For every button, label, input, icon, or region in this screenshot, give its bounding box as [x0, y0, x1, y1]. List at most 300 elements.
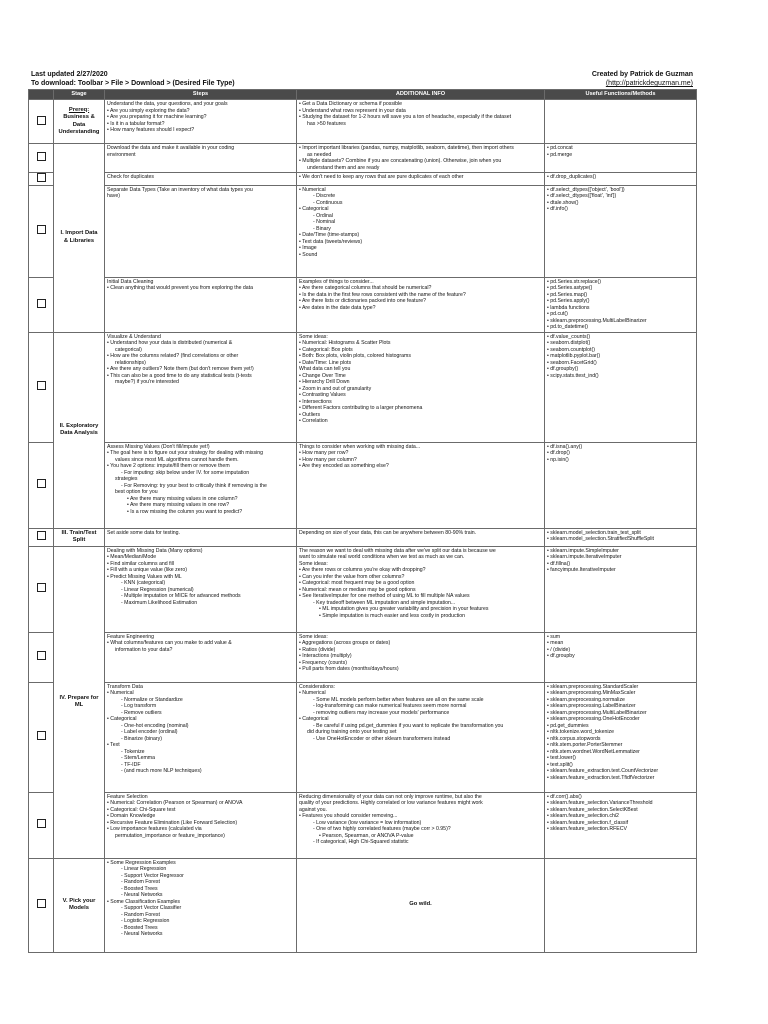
text-line: • df.fillna(): [547, 560, 571, 567]
checkbox-cell[interactable]: [29, 277, 54, 332]
text-line: • df.value_counts(): [547, 333, 591, 340]
checkbox[interactable]: [37, 731, 46, 740]
text-line: • Predict Missing Values with ML: [107, 573, 182, 580]
text-line: • sklearn.feature_selection.SelectKBest: [547, 806, 638, 813]
text-line: • sklearn.preprocessing.OneHotEncoder: [547, 716, 640, 722]
text-line: • Image: [299, 245, 317, 251]
text-line: - Boosted Trees: [121, 885, 158, 892]
text-line: • Multiple datasets? Combine if you are concatenating (union). Otherwise, join when you: [299, 158, 502, 164]
checkbox[interactable]: [37, 479, 46, 488]
checkbox-cell[interactable]: [29, 682, 54, 792]
cheatsheet: [28, 68, 696, 953]
text-line: • sklearn.impute.SimpleImputer: [547, 547, 619, 554]
checkbox-cell[interactable]: [29, 332, 54, 442]
info-cell: [297, 144, 545, 173]
text-line: • sklearn.impute.IterativeImputer: [547, 554, 622, 560]
stage-label: Understanding: [58, 129, 100, 135]
text-line: • Ratios (divide): [299, 646, 336, 653]
text-line: - Remove outliers: [121, 709, 162, 716]
text-line: • How are the columns related? (find correlations or other: [107, 353, 239, 359]
table-row: [29, 277, 697, 332]
text-line: - log-transforming can make numerical features seem more normal: [313, 703, 467, 709]
text-line: • pd.Series.astype(): [547, 285, 593, 291]
text-line: • Is the data in the first few rows consistent with the name of the feature?: [299, 291, 466, 298]
functions-cell: [545, 546, 697, 632]
text-line: categorical): [115, 346, 142, 353]
text-line: • sklearn.feature_selection.chi2: [547, 813, 619, 819]
text-line: - Linear Regression: [121, 866, 167, 872]
text-line: - Multiple imputation or MICE for advanced methods: [121, 593, 241, 599]
text-line: • Categorical: Box plots: [299, 346, 353, 353]
info-cell: [297, 173, 545, 186]
steps-cell: [105, 682, 297, 792]
stage-label: V. Pick your: [62, 897, 96, 904]
text-line: Some ideas:: [299, 633, 328, 640]
text-line: - Use OneHotEncoder or other sklearn transformers instead: [313, 735, 451, 742]
text-line: • nltk.stem.wordnet.WordNetLemmatizer: [547, 748, 640, 755]
col-header-functions: Useful Functions/Methods: [545, 90, 697, 100]
checkbox-cell[interactable]: [29, 144, 54, 173]
steps-cell: [105, 632, 297, 682]
table-row: [29, 546, 697, 632]
text-line: • np.isin(): [547, 456, 569, 463]
text-line: • dtale.show(): [547, 199, 579, 206]
text-line: Download the data and make it available in your coding: [107, 145, 235, 151]
table-header-row: [29, 90, 697, 100]
text-line: Reducing dimensionality of your data can not only improve runtime, but also the: [299, 793, 482, 800]
checkbox-cell[interactable]: [29, 792, 54, 858]
text-line: • df.info(): [547, 206, 568, 212]
text-line: - Boosted Trees: [121, 924, 158, 931]
steps-cell: [105, 858, 297, 952]
text-line: strategies: [115, 476, 138, 482]
text-line: values since most ML algorithms cannot handle them.: [115, 456, 239, 463]
info-cell: [297, 632, 545, 682]
steps-cell: [105, 173, 297, 186]
text-line: permutation_importance or feature_importance): [115, 832, 225, 839]
text-line: • How many features should I expect?: [107, 127, 195, 133]
table-row: [29, 332, 697, 442]
text-line: • We don't need to keep any rows that are pure duplicates of each other: [299, 174, 464, 180]
text-line: environment: [107, 151, 136, 158]
text-line: - Random Forest: [121, 911, 160, 918]
text-line: • Numerical: [299, 690, 326, 696]
text-line: • Clean anything that would prevent you from exploring the data: [107, 285, 254, 291]
text-line: • sklearn.feature_extraction.text.CountVectorizer: [547, 768, 659, 774]
text-line: • Low importance features (calculated via: [107, 826, 202, 832]
text-line: as needed: [307, 151, 332, 158]
text-line: • Aggregations (across groups or dates): [299, 640, 391, 646]
functions-cell: [545, 792, 697, 858]
text-line: - Linear Regression (numerical): [121, 586, 194, 593]
info-cell: [297, 682, 545, 792]
checkbox[interactable]: [37, 531, 46, 540]
text-line: • sklearn.preprocessing.MultiLabelBinarizer: [547, 709, 647, 716]
stage-cell: [54, 546, 105, 858]
text-line: • Date/Time (time-stamps): [299, 232, 360, 238]
info-cell: [297, 792, 545, 858]
text-line: • Are there lists or dictionaries packed into one feature?: [299, 298, 426, 304]
text-line: • df.select_dtypes(['object', 'bool']): [547, 186, 625, 193]
steps-cell: [105, 442, 297, 528]
text-line: has >50 features: [307, 120, 346, 127]
checkbox[interactable]: [37, 152, 46, 161]
text-line: • text.split(): [547, 761, 573, 768]
stage-label: II. Exploratory: [59, 422, 99, 429]
text-line: • See IterativeImputer for one method of using ML to fill multiple NA values: [299, 593, 470, 599]
text-line: • Hierarchy Drill Down: [299, 379, 350, 385]
text-line: • Categorical: most frequent may be a good option: [299, 580, 415, 586]
text-line: • Pearson, Spearman, or ANOVA P-value: [319, 832, 414, 839]
text-line: • Some Classification Examples: [107, 898, 181, 905]
text-line: • Numerical: [107, 690, 134, 696]
text-line: • Pull parts from dates (months/days/hours): [299, 666, 399, 672]
table-row: [29, 144, 697, 173]
text-line: • Features you should consider removing...: [299, 813, 398, 819]
text-line: • Categorical: [299, 206, 329, 212]
text-line: Examples of things to consider...: [299, 278, 374, 285]
table-row: [29, 442, 697, 528]
checkbox-cell[interactable]: [29, 442, 54, 528]
text-line: What data can tell you: [299, 366, 351, 372]
text-line: • pd.merge: [547, 151, 573, 158]
checkbox-cell[interactable]: [29, 528, 54, 546]
stage-cell: [54, 858, 105, 952]
text-line: • sklearn.feature_selection.RFECV: [547, 826, 627, 832]
info-cell: [297, 858, 545, 952]
text-line: - Logistic Regression: [121, 918, 170, 924]
text-line: • sklearn.preprocessing.MinMaxScaler: [547, 690, 636, 696]
text-line: - KNN (categorical): [121, 580, 166, 586]
steps-cell: [105, 185, 297, 277]
text-line: - For Removing: try your best to critically think if removing is the: [121, 482, 267, 489]
text-line: • sklearn.feature_selection.VarianceThreshold: [547, 800, 653, 806]
text-line: maybe?) if you're interested: [115, 379, 179, 385]
table-row: [29, 632, 697, 682]
text-line: - TF-IDF: [121, 761, 141, 768]
text-line: • pd.to_datetime(): [547, 324, 589, 330]
stage-cell: [54, 100, 105, 144]
text-line: • Text: [107, 742, 120, 748]
functions-cell: [545, 682, 697, 792]
text-line: - If categorical, High Chi-Squared statistic: [313, 839, 409, 845]
functions-cell: [545, 277, 697, 332]
checkbox[interactable]: [37, 583, 46, 592]
col-header-info: ADDITIONAL INFO: [297, 90, 545, 100]
checkbox[interactable]: [37, 899, 46, 908]
text-line: • sklearn.preprocessing.StandardScaler: [547, 683, 639, 690]
checkbox-cell[interactable]: [29, 632, 54, 682]
author: Created by Patrick de Guzman: [591, 71, 693, 78]
text-line: • pd.get_dummies: [547, 722, 589, 729]
text-line: • pd.concat: [547, 145, 573, 151]
text-line: Some ideas:: [299, 333, 328, 340]
steps-cell: [105, 528, 297, 546]
text-line: • What columns/features can you make to add value &: [107, 640, 232, 646]
checkbox[interactable]: [37, 819, 46, 828]
functions-cell: [545, 632, 697, 682]
text-line: - Support Vector Regressor: [121, 872, 184, 879]
steps-cell: [105, 332, 297, 442]
steps-cell: [105, 144, 297, 173]
text-line: • seaborn.FacetGrid(): [547, 359, 597, 366]
text-line: - Normalize or Standardize: [121, 696, 183, 703]
text-line: • seaborn.countplot(): [547, 346, 595, 353]
stage-cell: [54, 528, 105, 546]
text-line: • Intersections: [299, 398, 332, 405]
text-line: - Support Vector Classifier: [121, 905, 182, 911]
text-line: - Neural Networks: [121, 931, 163, 937]
table-row: [29, 682, 697, 792]
text-line: • You have 2 options: impute/fill them or remove them: [107, 463, 230, 469]
stage-label: I. Import Data: [60, 230, 98, 237]
text-line: • How many per row?: [299, 450, 349, 456]
text-line: • pd.Series.str.replace(): [547, 278, 601, 285]
sheet-header: [28, 68, 696, 89]
stage-label: Models: [69, 905, 89, 911]
text-line: • df.corr().abs(): [547, 793, 582, 800]
info-cell: [297, 332, 545, 442]
text-line: • pd.cut(): [547, 311, 568, 317]
functions-cell: [545, 442, 697, 528]
col-header-check: [29, 90, 54, 100]
text-line: • df.isna().any(): [547, 443, 583, 450]
text-line: • Categorical: Chi-Square test: [107, 806, 176, 813]
text-line: • Numerical: Correlation (Pearson or Spearman) or ANOVA: [107, 800, 243, 806]
text-line: • / (divide): [547, 646, 571, 653]
text-line: • Are there many missing values in one row?: [127, 502, 230, 508]
text-line: • nltk.tokenize.word_tokenize: [547, 729, 614, 735]
stage-label: III. Train/Test: [61, 529, 97, 536]
functions-cell: [545, 858, 697, 952]
text-line: • How many per column?: [299, 456, 357, 463]
steps-cell: [105, 546, 297, 632]
text-line: • Sound: [299, 251, 318, 258]
text-line: • Fill with a unique value (like zero): [107, 567, 187, 573]
functions-cell: [545, 332, 697, 442]
text-line: relationships): [115, 359, 146, 366]
text-line: • Frequency (counts): [299, 659, 347, 666]
text-line: want to simulate real world conditions when we test as much as we can.: [299, 554, 465, 560]
text-line: • Domain Knowledge: [107, 813, 156, 819]
checkbox-cell[interactable]: [29, 173, 54, 186]
text-line: • Correlation: [299, 418, 328, 424]
checkbox-cell[interactable]: [29, 858, 54, 952]
text-line: • Numerical: mean or median may be good options: [299, 586, 416, 593]
steps-cell: [105, 277, 297, 332]
text-line: have): [107, 193, 120, 199]
text-line: • sklearn.feature_selection.f_classif: [547, 819, 629, 826]
text-line: • sklearn.model_selection.train_test_split: [547, 529, 641, 536]
text-line: • Are there rows or columns you're okay with dropping?: [299, 567, 426, 573]
info-cell: [297, 100, 545, 144]
text-line: Initial Data Cleaning: [107, 278, 154, 285]
text-line: Set aside some data for testing.: [107, 529, 180, 536]
steps-cell: [105, 100, 297, 144]
text-line: • Are you simply exploring the data?: [107, 107, 190, 114]
text-line: • Are dates in the date data type?: [299, 304, 376, 311]
col-header-steps: Steps: [105, 90, 297, 100]
text-line: quality of your predictions. Highly correlated or low variance features might work: [299, 800, 483, 806]
text-line: - Label encoder (ordinal): [121, 729, 178, 735]
info-cell: [297, 277, 545, 332]
info-cell: [297, 185, 545, 277]
text-line: - For imputing: skip below under IV. for some imputation: [121, 469, 250, 476]
stage-label: Split: [72, 537, 86, 543]
text-line: - Be careful if using pd.get_dummies if you want to replicate the transformation you: [313, 722, 504, 729]
text-line: • text.lower(): [547, 755, 576, 761]
text-line: Considerations:: [299, 683, 336, 690]
text-line: • Mean/Median/Mode: [107, 554, 157, 560]
text-line: - Key tradeoff between ML imputation and simple imputation...: [313, 599, 456, 606]
text-line: • Is it in a tabular format?: [107, 120, 165, 127]
text-line: • seaborn.distplot(): [547, 340, 591, 346]
text-line: - One of two highly correlated features (maybe corr > 0.95)?: [313, 826, 451, 832]
text-line: - Discrete: [313, 193, 336, 199]
stage-label: & Libraries: [63, 237, 95, 244]
text-line: • Are there categorical columns that should be numerical?: [299, 285, 432, 291]
text-line: • ML imputation gives you greater variability and precision in your features: [319, 606, 489, 612]
text-line: Transform Data: [107, 683, 143, 690]
col-header-stage: Stage: [54, 90, 105, 100]
functions-cell: [545, 528, 697, 546]
text-line: Understand the data, your questions, and your goals: [107, 101, 228, 107]
stage-label: IV. Prepare for: [59, 694, 99, 701]
text-line: - Log transform: [121, 703, 157, 709]
checkbox[interactable]: [37, 299, 46, 308]
stage-label: Prereq:: [68, 106, 90, 113]
stage-cell: [54, 144, 105, 333]
text-line: against you.: [299, 806, 327, 813]
text-line: • This can also be a good time to do any statistical tests (t-tests: [107, 372, 252, 379]
text-line: • Simple imputation is much easier and less costly in production: [319, 612, 465, 619]
text-line: • Different Factors contributing to a larger phenomena: [299, 405, 423, 411]
text-line: - Stem/Lemma: [121, 755, 156, 761]
text-line: • Are they encoded as something else?: [299, 463, 389, 469]
functions-cell: [545, 100, 697, 144]
functions-cell: [545, 173, 697, 186]
text-line: • Categorical: [299, 716, 329, 722]
text-line: - Continuous: [313, 199, 343, 206]
checkbox-cell[interactable]: [29, 100, 54, 144]
text-line: Feature Selection: [107, 793, 148, 800]
text-line: • nltk.corpus.stopwords: [547, 735, 601, 742]
text-line: - removing outliers may increase your models' performance: [313, 709, 450, 716]
stage-label: Business &: [63, 114, 95, 120]
stage-label: Data: [72, 121, 86, 128]
checkbox[interactable]: [37, 116, 46, 125]
stage-label: Data Analysis: [60, 430, 98, 436]
text-line: • Are there any outliers? Note them (but don't remove them yet!): [107, 366, 254, 372]
text-line: Feature Engineering: [107, 633, 155, 640]
text-line: • df.drop_duplicates(): [547, 174, 597, 180]
text-line: - Some ML models perform better when features are all on the same scale: [313, 696, 484, 703]
info-cell: [297, 528, 545, 546]
text-line: • Recursive Feature Elimination (Like Forward Selection): [107, 819, 238, 826]
checkbox-cell[interactable]: [29, 546, 54, 632]
text-line: • pd.Series.map(): [547, 291, 588, 298]
text-line: • Understand what rows represent in your data: [299, 107, 406, 114]
text-line: • df.select_dtypes(['float', 'int']): [547, 193, 617, 199]
table-row: [29, 792, 697, 858]
text-line: • Understand how your data is distributed (numerical &: [107, 340, 233, 346]
info-cell: [297, 546, 545, 632]
text-line: Things to consider when working with missing data...: [299, 443, 421, 450]
text-line: - Neural Networks: [121, 892, 163, 898]
table-row: [29, 185, 697, 277]
last-updated: Last updated 2/27/2020: [31, 71, 108, 78]
text-line: • fancyimpute.IterativeImputer: [547, 567, 616, 573]
author-link[interactable]: (http://patrickdeguzman.me): [605, 80, 693, 87]
checkbox[interactable]: [37, 381, 46, 390]
text-line: • sklearn.feature_extraction.text.TfidfVectorizer: [547, 774, 655, 781]
text-line: - One-hot encoding (nominal): [121, 722, 189, 729]
info-cell: [297, 442, 545, 528]
text-line: understand them and are ready: [307, 164, 380, 171]
text-line: Depending on size of your data, this can be anywhere between 80-90% train.: [299, 529, 477, 536]
text-line: - (and much more NLP techniques): [121, 768, 202, 774]
checkbox[interactable]: [37, 651, 46, 660]
text-line: • scipy.stats.ttest_ind(): [547, 372, 599, 379]
text-line: - Tokenize: [121, 748, 145, 755]
text-line: Check for duplicates: [107, 174, 154, 180]
text-line: • Outliers: [299, 411, 321, 418]
text-line: - Random Forest: [121, 879, 160, 885]
text-line: • Find similar columns and fill: [107, 560, 174, 567]
steps-cell: [105, 792, 297, 858]
text-line: Visualize & Understand: [107, 333, 161, 340]
text-line: Dealing with Missing Data (Many options): [107, 547, 203, 554]
text-line: - Binary: [313, 225, 331, 232]
text-line: • Studying the dataset for 1-2 hours will save you a ton of headache, especially if the dataset: [299, 114, 512, 120]
text-line: Assess Missing Values (Don't fill/impute yet!): [107, 443, 210, 450]
text-line: • Are there many missing values in one column?: [127, 495, 238, 502]
text-line: • Change Over Time: [299, 372, 346, 379]
text-line: • Are you preparing it for machine learning?: [107, 114, 207, 120]
text-line: • sum: [547, 633, 561, 640]
steps-table: [28, 89, 697, 953]
text-line: • sklearn.preprocessing.normalize: [547, 696, 625, 703]
functions-cell: [545, 144, 697, 173]
text-line: • Can you infer the value from other columns?: [299, 573, 405, 580]
text-line: • mean: [547, 640, 564, 646]
text-line: • Categorical: [107, 716, 137, 722]
table-row: [29, 100, 697, 144]
text-line: did during training onto your testing set: [307, 729, 397, 735]
text-line: • Date/Time: Line plots: [299, 359, 352, 366]
stage-cell: [54, 332, 105, 528]
checkbox[interactable]: [37, 173, 46, 182]
checkbox[interactable]: [37, 225, 46, 234]
text-line: • df.drop(): [547, 450, 570, 456]
checkbox-cell[interactable]: [29, 185, 54, 277]
text-line: • sklearn.preprocessing.MultiLabelBinarizer: [547, 317, 647, 324]
text-line: - Low variance (low variance = low information): [313, 819, 422, 826]
text-line: - Nominal: [313, 219, 336, 225]
info-center-text: Go wild.: [409, 901, 432, 908]
text-line: • Text data (tweets/reviews): [299, 238, 363, 245]
text-line: • df.groupby: [547, 653, 575, 659]
text-line: • Is a row missing the column you want to predict?: [127, 508, 243, 515]
text-line: • df.groupby(): [547, 366, 579, 372]
text-line: • Import important libraries (pandas, numpy, matplotlib, seaborn, datetime), then import others: [299, 145, 514, 151]
text-line: information to your data?: [115, 646, 173, 653]
text-line: - Ordinal: [313, 212, 333, 219]
text-line: • Some Regression Examples: [107, 859, 176, 866]
text-line: • sklearn.model_selection.StratifiedShuffleSplit: [547, 536, 654, 542]
text-line: Some ideas:: [299, 560, 328, 567]
text-line: Separate Data Types (Take an inventory of what data types you: [107, 186, 253, 193]
